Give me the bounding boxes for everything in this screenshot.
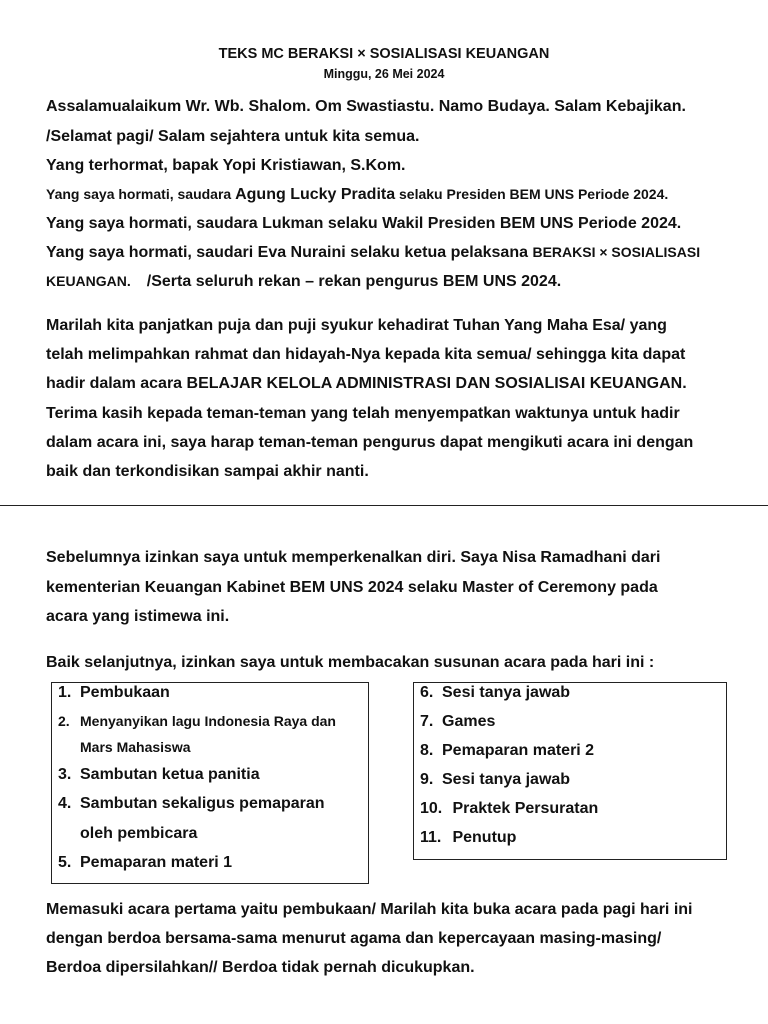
agenda-item-continued: oleh pembicara	[80, 825, 198, 842]
page-divider	[0, 505, 768, 506]
agenda-item: 8. Pemaparan materi 2	[420, 742, 595, 759]
greeting-line: Assalamualaikum Wr. Wb. Shalom. Om Swastiastu. Namo Budaya. Salam Kebajikan.	[46, 98, 686, 115]
agenda-item: 9. Sesi tanya jawab	[420, 771, 571, 788]
agenda-item: 4. Sambutan sekaligus pemaparan	[58, 795, 325, 812]
paragraph-line: baik dan terkondisikan sampai akhir nanti.	[46, 463, 369, 480]
paragraph-line: acara yang istimewa ini.	[46, 608, 230, 625]
greeting-text: /Serta seluruh rekan – rekan pengurus BEM UNS 2024.	[146, 273, 562, 290]
greeting-line: Yang saya hormati, saudara Lukman selaku Wakil Presiden BEM UNS Periode 2024.	[46, 215, 682, 232]
greeting-text: selaku Presiden BEM UNS Periode 2024.	[395, 186, 669, 202]
agenda-item-continued: Mars Mahasiswa	[80, 739, 191, 755]
agenda-item: 10. Praktek Persuratan	[420, 800, 599, 817]
greeting-text: Yang saya hormati, saudari Eva Nuraini selaku ketua pelaksana	[46, 244, 533, 261]
agenda-item: 1. Pembukaan	[58, 684, 170, 701]
paragraph-line: Memasuki acara pertama yaitu pembukaan/ Marilah kita buka acara pada pagi hari ini	[46, 901, 693, 918]
event-name: KEUANGAN.	[46, 273, 131, 289]
paragraph-line: Marilah kita panjatkan puja dan puji syukur kehadirat Tuhan Yang Maha Esa/ yang	[46, 317, 667, 334]
greeting-text: Yang saya hormati, saudara	[46, 186, 236, 202]
greeting-line	[46, 244, 700, 262]
paragraph-line: Sebelumnya izinkan saya untuk memperkenalkan diri. Saya Nisa Ramadhani dari	[46, 549, 661, 566]
paragraph-line: hadir dalam acara BELAJAR KELOLA ADMINISTRASI DAN SOSIALISAI KEUANGAN.	[46, 375, 687, 392]
paragraph-line: kementerian Keuangan Kabinet BEM UNS 2024 selaku Master of Ceremony pada	[46, 579, 658, 596]
paragraph-line: Berdoa dipersilahkan// Berdoa tidak pernah dicukupkan.	[46, 959, 475, 976]
greeting-line	[46, 186, 668, 204]
paragraph-line: dalam acara ini, saya harap teman-teman pengurus dapat mengikuti acara ini dengan	[46, 434, 694, 451]
agenda-item: 3. Sambutan ketua panitia	[58, 766, 260, 783]
paragraph-line: telah melimpahkan rahmat dan hidayah-Nya kepada kita semua/ sehingga kita dapat	[46, 346, 686, 363]
greeting-name: Agung Lucky Pradita	[235, 186, 396, 203]
paragraph-line: Terima kasih kepada teman-teman yang telah menyempatkan waktunya untuk hadir	[46, 405, 680, 422]
agenda-intro: Baik selanjutnya, izinkan saya untuk membacakan susunan acara pada hari ini :	[46, 654, 655, 671]
greeting-line: Yang terhormat, bapak Yopi Kristiawan, S.Kom.	[46, 157, 406, 174]
agenda-item: 7. Games	[420, 713, 496, 730]
agenda-item: 2. Menyanyikan lagu Indonesia Raya dan	[58, 713, 336, 729]
agenda-item: 11. Penutup	[420, 829, 517, 846]
agenda-item: 6. Sesi tanya jawab	[420, 684, 571, 701]
event-name: BERAKSI × SOSIALISASI	[532, 244, 701, 260]
greeting-line: /Selamat pagi/ Salam sejahtera untuk kita semua.	[46, 128, 420, 145]
agenda-item: 5. Pemaparan materi 1	[58, 854, 233, 871]
document-title: TEKS MC BERAKSI × SOSIALISASI KEUANGAN	[218, 46, 550, 62]
greeting-line	[46, 273, 561, 291]
document-date: Minggu, 26 Mei 2024	[323, 67, 445, 81]
paragraph-line: dengan berdoa bersama-sama menurut agama dan kepercayaan masing-masing/	[46, 930, 662, 947]
